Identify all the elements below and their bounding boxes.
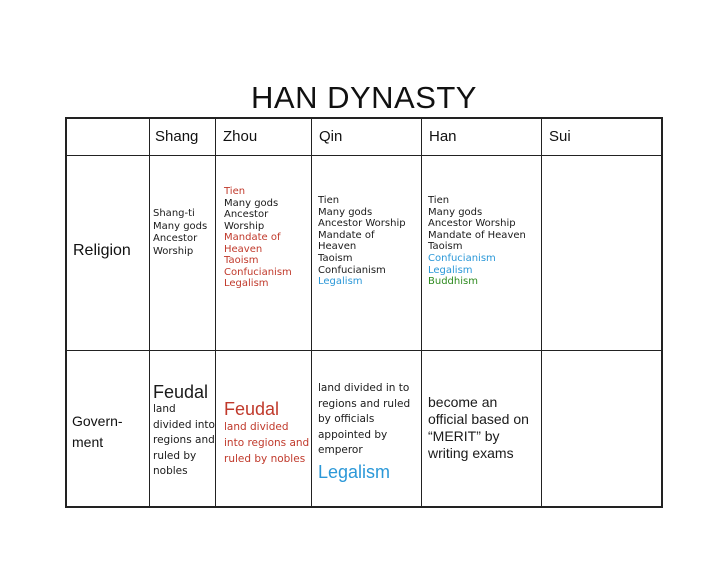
religion-shang-cell: Shang-ti Many gods Ancestor Worship [153, 208, 208, 257]
religion-zhou-cell: Tien Many gods Ancestor Worship Mandate of Heaven Taoism Confucianism Legalism [224, 186, 292, 289]
government-han-cell: become an official based on “MERIT” by writing exams [428, 394, 529, 461]
column-divider [149, 119, 150, 506]
header-han: Han [429, 128, 457, 145]
row-label-government: Govern- ment [72, 413, 123, 450]
header-shang: Shang [155, 128, 199, 145]
government-shang-cell: Feudal land divided into regions and ruled by nobles [153, 382, 215, 477]
government-qin-cell: land divided in to regions and ruled by officials appointed by emperor Legalism [318, 382, 411, 482]
religion-qin-cell: Tien Many gods Ancestor Worship Mandate of Heaven Taoism Confucianism Legalism [318, 195, 406, 288]
row-divider [67, 350, 661, 351]
header-qin: Qin [319, 128, 343, 145]
column-divider [421, 119, 422, 506]
column-divider [541, 119, 542, 506]
dynasty-table [65, 117, 663, 508]
column-divider [215, 119, 216, 506]
government-zhou-cell: Feudal land divided into regions and ruled by nobles [224, 399, 310, 465]
column-divider [311, 119, 312, 506]
row-label-religion: Religion [73, 242, 131, 259]
header-zhou: Zhou [223, 128, 258, 145]
header-sui: Sui [549, 128, 571, 145]
page-title: HAN DYNASTY [251, 80, 477, 115]
header-divider [67, 155, 661, 156]
religion-han-cell: Tien Many gods Ancestor Worship Mandate of Heaven Taoism Confucianism Legalism Buddhism [428, 195, 526, 288]
